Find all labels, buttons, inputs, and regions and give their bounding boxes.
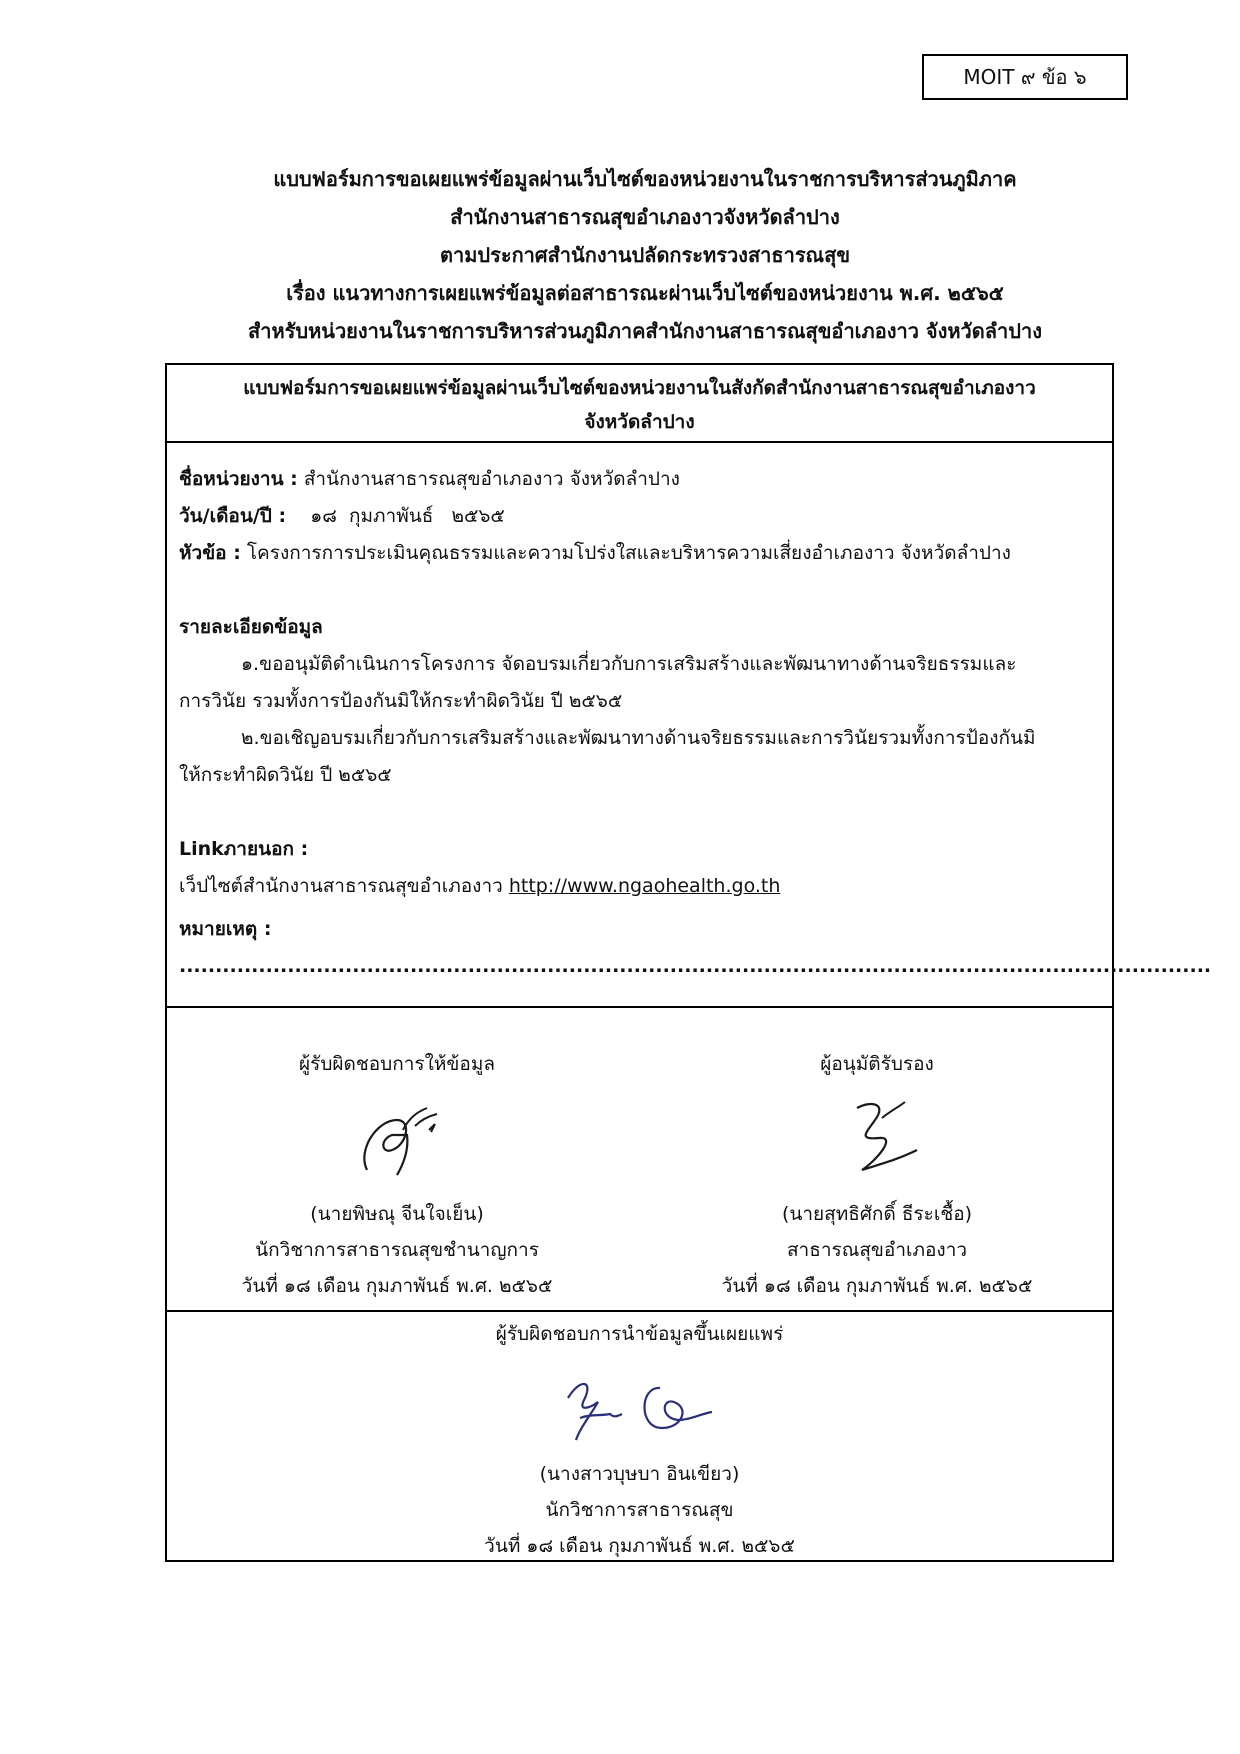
form-title-line-2: จังหวัดลำปาง <box>584 411 695 433</box>
detail-1-line-1: ๑.ขออนุมัติดำเนินการโครงการ จัดอบรมเกี่ยวกับการเสริมสร้างและพัฒนาทางด้านจริยธรรมและ <box>241 653 1017 675</box>
remark-label: หมายเหตุ : <box>179 918 272 940</box>
approver-role: ผู้อนุมัติรับรอง <box>820 1053 934 1075</box>
topic-value: โครงการการประเมินคุณธรรมและความโปร่งใสและบริหารความเสี่ยงอำเภองาว จังหวัดลำปาง <box>240 542 1011 564</box>
detail-2-line-1: ๒.ขอเชิญอบรมเกี่ยวกับการเสริมสร้างและพัฒนาทางด้านจริยธรรมและการวินัยรวมทั้งการป้องกันมิ <box>241 727 1036 749</box>
form-title-section <box>167 365 1112 443</box>
publisher-date: วันที่ ๑๘ เดือน กุมภาพันธ์ พ.ศ. ๒๕๖๕ <box>484 1535 795 1557</box>
unit-value: สำนักงานสาธารณสุขอำเภองาว จังหวัดลำปาง <box>297 468 680 490</box>
request-form <box>165 363 1212 1562</box>
publisher-signature-image <box>167 1358 1112 1450</box>
external-link-label: Linkภายนอก : <box>179 838 309 860</box>
provider-role: ผู้รับผิดชอบการให้ข้อมูล <box>299 1053 495 1075</box>
topic-label: หัวข้อ : <box>179 542 241 564</box>
remark-value: ............................................................................................................................................... <box>179 955 1212 977</box>
provider-signature-drawing <box>337 1090 457 1186</box>
approval-signature-section <box>167 1008 1112 1312</box>
approver-name: (นายสุทธิศักดิ์ ธีระเชื้อ) <box>781 1203 973 1225</box>
publisher-position: นักวิชาการสาธารณสุข <box>545 1499 734 1521</box>
provider-signature-image <box>197 1090 597 1186</box>
publisher-name: (นางสาวบุษบา อินเขียว) <box>539 1463 740 1485</box>
provider-date: วันที่ ๑๘ เดือน กุมภาพันธ์ พ.ศ. ๒๕๖๕ <box>241 1275 553 1297</box>
approver-date: วันที่ ๑๘ เดือน กุมภาพันธ์ พ.ศ. ๒๕๖๕ <box>721 1275 1033 1297</box>
provider-position: นักวิชาการสาธารณสุขชำนาญการ <box>255 1239 539 1261</box>
detail-2-line-2: ให้กระทำผิดวินัย ปี ๒๕๖๕ <box>179 764 392 786</box>
document-header <box>150 160 1140 350</box>
external-link-url[interactable]: http://www.ngaohealth.go.th <box>508 875 781 897</box>
publisher-role: ผู้รับผิดชอบการนำข้อมูลขึ้นเผยแพร่ <box>495 1323 784 1345</box>
provider-signature-block <box>197 1046 597 1304</box>
details-label: รายละเอียดข้อมูล <box>179 616 323 638</box>
approver-signature-drawing <box>817 1090 937 1186</box>
publisher-signature-block <box>167 1316 1112 1564</box>
publisher-signature-section <box>167 1312 1112 1562</box>
approver-signature-image <box>667 1090 1087 1186</box>
unit-label: ชื่อหน่วยงาน : <box>179 468 298 490</box>
header-line-1: แบบฟอร์มการขอเผยแพร่ข้อมูลผ่านเว็บไซต์ของหน่วยงานในราชการบริหารส่วนภูมิภาค <box>273 167 1017 191</box>
header-line-5: สำหรับหน่วยงานในราชการบริหารส่วนภูมิภาคสำนักงานสาธารณสุขอำเภองาว จังหวัดลำปาง <box>248 319 1042 343</box>
document-code-box <box>922 54 1128 100</box>
header-line-4: เรื่อง แนวทางการเผยแพร่ข้อมูลต่อสาธารณะผ่านเว็บไซต์ของหน่วยงาน พ.ศ. ๒๕๖๕ <box>286 281 1004 305</box>
form-info-section <box>167 443 1212 1008</box>
date-value: ๑๘ กุมภาพันธ์ ๒๕๖๕ <box>286 505 505 527</box>
approver-position: สาธารณสุขอำเภองาว <box>786 1239 968 1261</box>
detail-1-line-2: การวินัย รวมทั้งการป้องกันมิให้กระทำผิดวินัย ปี ๒๕๖๕ <box>179 690 623 712</box>
external-link-row <box>179 868 1100 905</box>
remark-row <box>179 911 1212 985</box>
date-label: วัน/เดือน/ปี : <box>179 505 287 527</box>
external-link-text: เว็ปไซต์สำนักงานสาธารณสุขอำเภองาว <box>179 875 509 897</box>
unit-row <box>179 461 1100 498</box>
header-line-3: ตามประกาศสำนักงานปลัดกระทรวงสาธารณสุข <box>439 243 850 267</box>
approver-signature-block <box>667 1046 1087 1304</box>
document-code: MOIT ๙ ข้อ ๖ <box>963 65 1087 89</box>
provider-name: (นายพิษณุ จีนใจเย็น) <box>310 1203 484 1225</box>
form-title-line-1: แบบฟอร์มการขอเผยแพร่ข้อมูลผ่านเว็บไซต์ของหน่วยงานในสังกัดสำนักงานสาธารณสุขอำเภองาว <box>243 377 1036 399</box>
publisher-signature-drawing <box>550 1358 730 1450</box>
date-row <box>179 498 1100 535</box>
header-line-2: สำนักงานสาธารณสุขอำเภองาวจังหวัดลำปาง <box>450 205 840 229</box>
topic-row <box>179 535 1100 572</box>
